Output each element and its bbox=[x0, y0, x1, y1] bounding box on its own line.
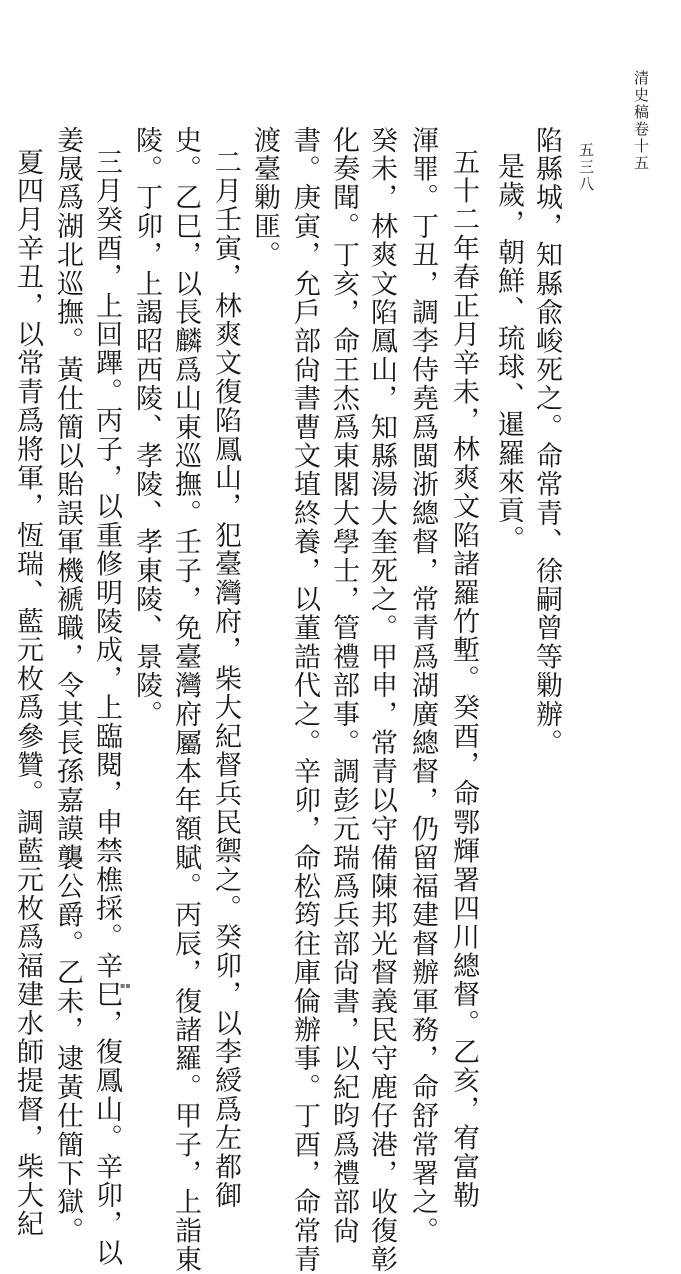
text-column-2: 是歲，朝鮮、琉球、暹羅來貢。 bbox=[493, 152, 524, 554]
page-number: 五三八 bbox=[577, 142, 595, 193]
text-column-8: 渡臺勦匪。 bbox=[249, 126, 280, 270]
text-column-13: 姜晟爲湖北巡撫。黃仕簡以貽誤軍機褫職，令其長孫嘉謨襲公爵。乙未，逮黃仕簡下獄。 bbox=[52, 126, 83, 1246]
text-column-6: 化奏聞。丁亥，命王杰爲東閣大學士，管禮部事。調彭元瑞爲兵部尙書，以紀昀爲禮部尙 bbox=[328, 126, 359, 1246]
text-column-10: 史。乙巳，以長麟爲山東巡撫。壬子，免臺灣府屬本年額賦。丙辰，復諸羅。甲子，上詣東 bbox=[170, 126, 201, 1274]
text-column-4: 渾罪。丁丑，調李侍堯爲閩浙總督，常青爲湖廣總督，仍留福建督辦軍務，命舒常署之。 bbox=[407, 126, 438, 1246]
running-header-title: 清史稿卷十五 bbox=[632, 70, 650, 172]
scan-mark: ▪▪ bbox=[120, 981, 131, 990]
text-column-11: 陵。丁卯，上謁昭西陵、孝陵、孝東陵、景陵。 bbox=[131, 126, 162, 729]
text-column-1: 陷縣城，知縣兪峻死之。命常青、徐嗣曾等勦辦。 bbox=[531, 126, 562, 758]
text-column-9: 二月壬寅，林爽文復陷鳳山，犯臺灣府，柴大紀督兵民禦之。癸卯，以李綬爲左都御 bbox=[210, 148, 241, 1210]
text-column-14: 夏四月辛丑，以常青爲將軍，恆瑞、藍元枚爲參贊。調藍元枚爲福建水師提督，柴大紀 bbox=[12, 148, 43, 1239]
text-column-7: 書。庚寅，允戶部尙書曹文埴終養，以董誥代之。辛卯，命松筠往庫倫辦事。丁酉，命常青 bbox=[289, 126, 320, 1274]
text-column-5: 癸未，林爽文陷鳳山，知縣湯大奎死之。甲申，常青以守備陳邦光督義民守鹿仔港，收復彰 bbox=[366, 126, 397, 1274]
text-column-12: 三月癸酉，上回蹕。丙子，以重修明陵成，上臨閱，申禁樵採。辛巳，復鳳山。辛卯，以 bbox=[91, 148, 122, 1268]
text-column-3: 五十二年春正月辛未，林爽文陷諸羅竹塹。癸酉，命鄂輝署四川總督。乙亥，宥富勒 bbox=[448, 148, 479, 1210]
